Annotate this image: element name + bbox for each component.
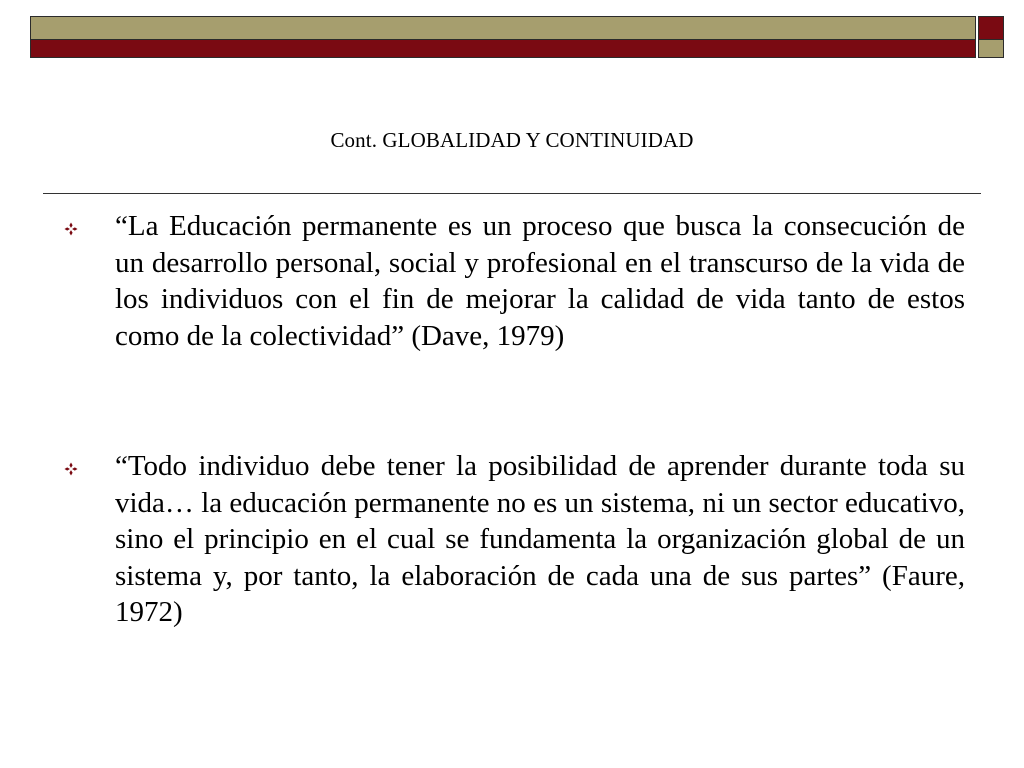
title-divider — [43, 193, 981, 194]
banner-maroon-square — [978, 16, 1004, 40]
diamond-bullet-icon — [64, 462, 78, 476]
header-banner — [30, 16, 1004, 58]
banner-olive-band — [30, 16, 976, 40]
bullet-text: “La Educación permanente es un proceso que busca la consecución de un desarrollo personal, social y profesional en el transcurso de la vida de los individuos con el fin de mejorar la calidad de vida tanto de estos como de la colectividad” (Dave, 1979) — [115, 210, 965, 352]
bullet-text: “Todo individuo debe tener la posibilidad de aprender durante toda su vida… la educación permanente no es un sistema, ni un sector educativo, sino el principio en el cual se fundamenta la organización global de un sistema y, por tanto, la elaboración de cada una de sus partes” (Faure, 1972) — [115, 450, 965, 628]
banner-maroon-band — [30, 40, 976, 58]
diamond-bullet-icon — [64, 222, 78, 236]
banner-olive-square — [978, 40, 1004, 58]
slide-title: Cont. GLOBALIDAD Y CONTINUIDAD — [330, 128, 694, 152]
